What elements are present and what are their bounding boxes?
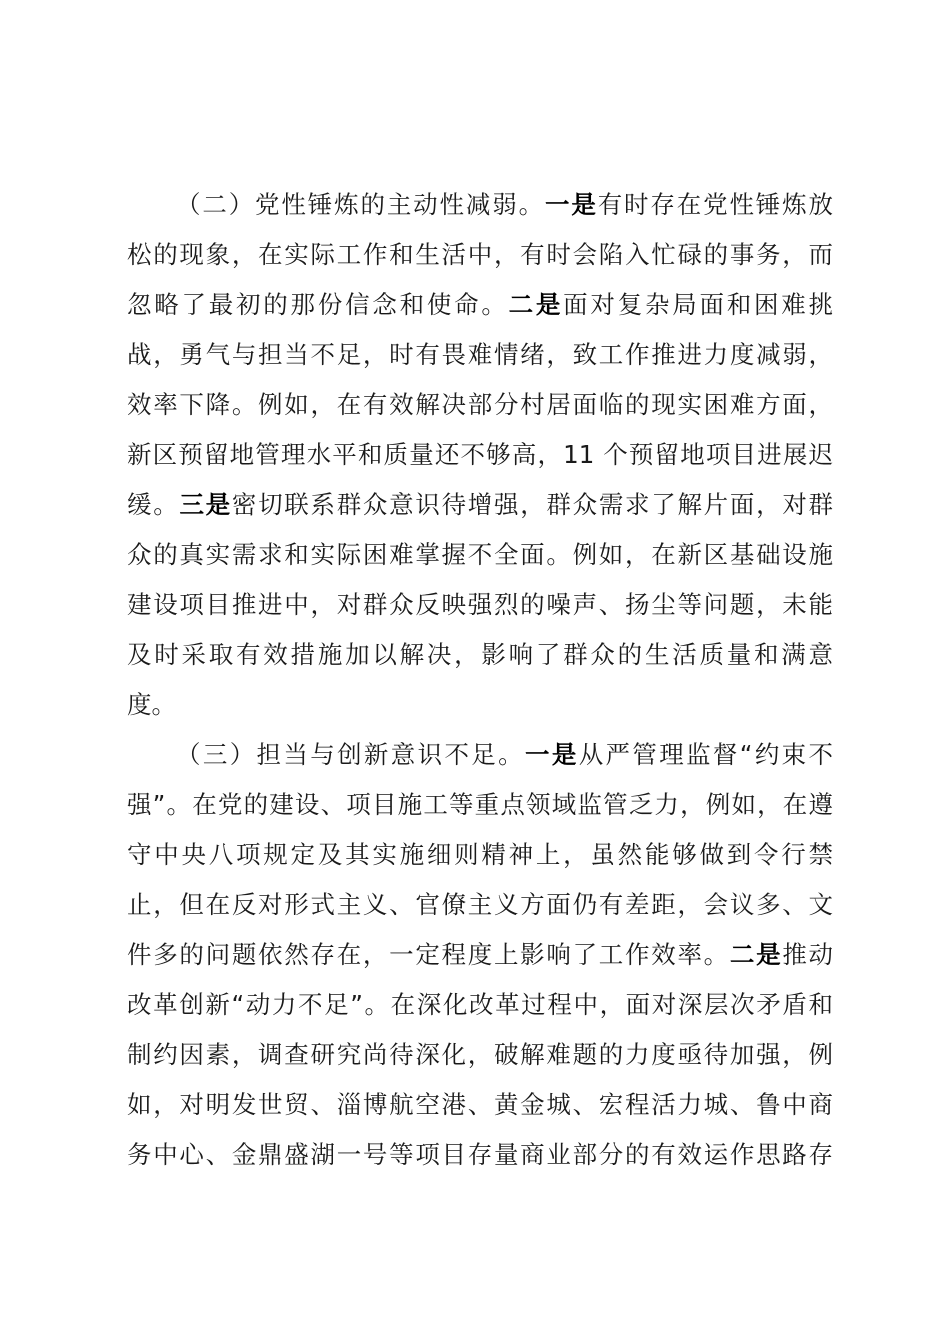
paragraph <box>127 730 833 1180</box>
text-line <box>127 880 833 930</box>
text-run: 推动 <box>782 940 834 969</box>
text-run: 制约因素，调查研究尚待深化，破解难题的力度亟待加强，例 <box>127 1040 833 1069</box>
bold-marker: 二是 <box>508 290 564 319</box>
text-run: 有时存在党性锤炼放 <box>597 190 834 219</box>
text-run: 止，但在反对形式主义、官僚主义方面仍有差距，会议多、文 <box>127 890 833 919</box>
document-body <box>127 180 833 1180</box>
text-run: 密切联系群众意识待增强，群众需求了解片面，对群 <box>231 490 834 519</box>
text-line <box>127 430 833 480</box>
text-run: 守中央八项规定及其实施细则精神上，虽然能够做到令行禁 <box>127 840 833 869</box>
text-line <box>127 180 833 230</box>
text-line <box>127 280 833 330</box>
text-run: 众的真实需求和实际困难掌握不全面。例如，在新区基础设施 <box>127 540 833 569</box>
text-run: 战，勇气与担当不足，时有畏难情绪，致工作推进力度减弱， <box>127 340 833 369</box>
text-run: 面对复杂局面和困难挑 <box>563 290 834 319</box>
text-run: 松的现象，在实际工作和生活中，有时会陷入忙碌的事务，而 <box>127 240 833 269</box>
text-run: 度。 <box>127 690 176 719</box>
text-line <box>127 480 833 530</box>
text-line <box>127 680 833 730</box>
text-run: 件多的问题依然存在，一定程度上影响了工作效率。 <box>127 940 730 969</box>
text-run: 建设项目推进中，对群众反映强烈的噪声、扬尘等问题，未能 <box>127 590 833 619</box>
text-line <box>127 580 833 630</box>
text-line <box>127 630 833 680</box>
text-run: 务中心、金鼎盛湖一号等项目存量商业部分的有效运作思路存 <box>127 1140 833 1169</box>
text-line <box>127 980 833 1030</box>
text-run: 强”。在党的建设、项目施工等重点领域监管乏力，例如，在遵 <box>127 790 833 819</box>
paragraph <box>127 180 833 730</box>
text-run: 效率下降。例如，在有效解决部分村居面临的现实困难方面， <box>127 390 833 419</box>
text-run: 如，对明发世贸、淄博航空港、黄金城、宏程活力城、鲁中商 <box>127 1090 833 1119</box>
bold-marker: 一是 <box>525 740 579 769</box>
text-run: 缓。 <box>127 490 180 519</box>
text-line <box>127 530 833 580</box>
bold-marker: 三是 <box>179 490 232 519</box>
text-line <box>127 1080 833 1130</box>
text-run: （三）担当与创新意识不足。 <box>176 740 525 769</box>
text-run: （二）党性锤炼的主动性减弱。 <box>176 190 545 219</box>
text-line <box>127 1030 833 1080</box>
text-line <box>127 330 833 380</box>
text-line <box>127 380 833 430</box>
text-line <box>127 230 833 280</box>
text-line <box>127 730 833 780</box>
text-line <box>127 930 833 980</box>
text-line <box>127 1130 833 1180</box>
text-run: 改革创新“动力不足”。在深化改革过程中，面对深层次矛盾和 <box>127 990 833 1019</box>
text-line <box>127 830 833 880</box>
text-line <box>127 780 833 830</box>
bold-marker: 二是 <box>729 940 783 969</box>
text-run: 从严管理监督“约束不 <box>578 740 834 769</box>
text-run: 新区预留地管理水平和质量还不够高，11 个预留地项目进展迟 <box>127 440 833 469</box>
text-run: 忽略了最初的那份信念和使命。 <box>127 290 509 319</box>
bold-marker: 一是 <box>544 190 598 219</box>
text-run: 及时采取有效措施加以解决，影响了群众的生活质量和满意 <box>127 640 833 669</box>
